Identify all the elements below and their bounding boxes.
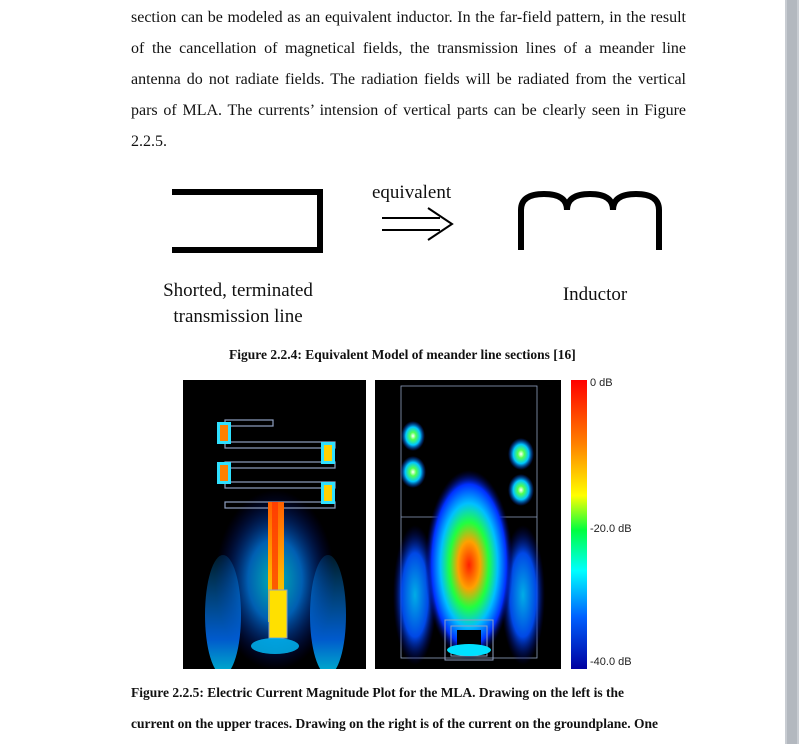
vertical-scrollbar[interactable]	[785, 0, 799, 744]
colorbar	[571, 380, 589, 669]
figure-2-2-5-caption-line1: Figure 2.2.5: Electric Current Magnitude Plot for the MLA. Drawing on the left is the	[131, 685, 625, 700]
colorbar-mid-label: -20.0 dB	[590, 523, 632, 535]
inductor-symbol	[521, 194, 659, 250]
figure-2-2-4-caption: Figure 2.2.4: Equivalent Model of meander line sections [16]	[229, 347, 576, 362]
groundplane-current-plot	[375, 380, 561, 669]
equivalent-arrow-icon	[382, 208, 452, 240]
body-line: antenna do not radiate fields. The radiation fields will be radiated from the vertical	[131, 71, 686, 88]
inductor-label: Inductor	[562, 284, 628, 305]
colorbar-top-label: 0 dB	[590, 377, 613, 389]
figure-2-2-5-caption-line2: current on the upper traces. Drawing on the right is of the current on the groundplane. One	[131, 716, 658, 731]
scrollbar-thumb[interactable]	[787, 0, 797, 744]
left-label-line2: transmission line	[173, 306, 303, 327]
colorbar-bottom-label: -40.0 dB	[590, 656, 632, 668]
left-label-line1: Shorted, terminated	[163, 280, 313, 301]
body-line: 2.2.5.	[131, 133, 167, 150]
upper-traces-current-plot	[183, 380, 366, 669]
body-line: section can be modeled as an equivalent inductor. In the far-field pattern, in the result	[131, 9, 686, 26]
shorted-transmission-line-symbol	[172, 192, 320, 250]
body-line: pars of MLA. The currents’ intension of vertical parts can be clearly seen in Figure	[131, 102, 686, 119]
body-line: of the cancellation of magnetical fields, the transmission lines of a meander line	[131, 40, 686, 57]
equivalent-label: equivalent	[372, 182, 452, 203]
